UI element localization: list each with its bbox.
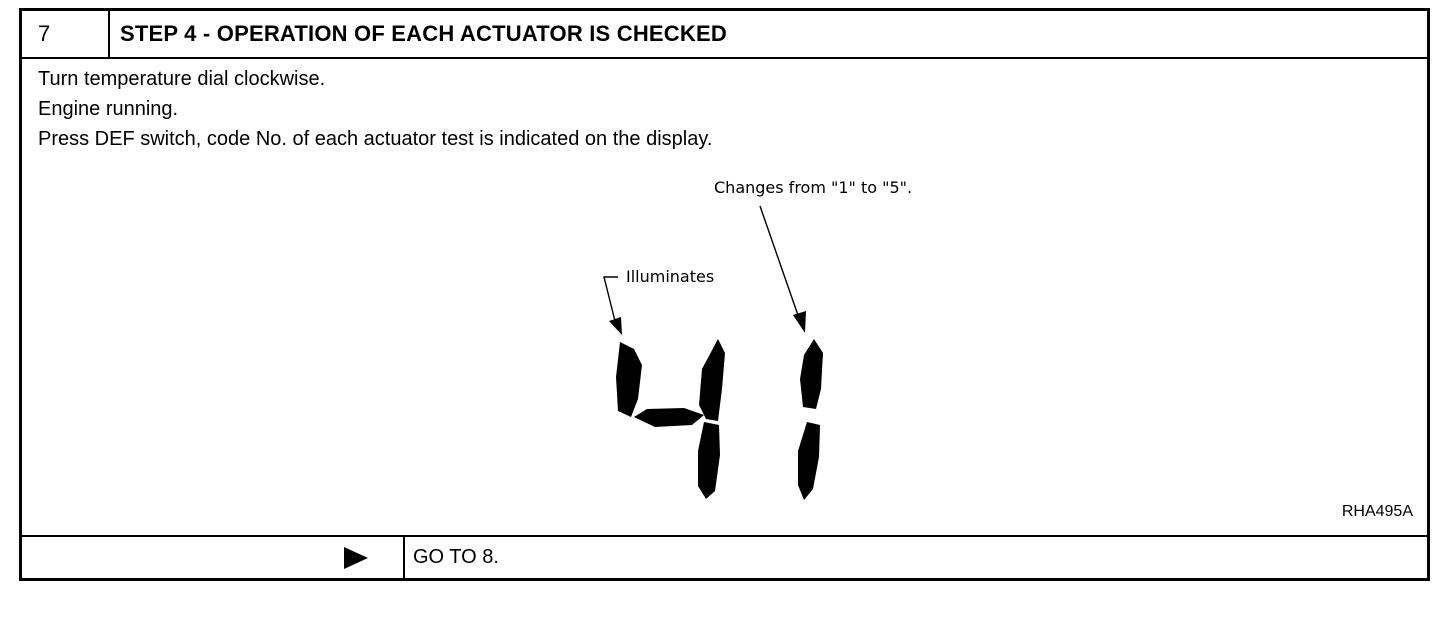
seven-segment-display-figure [22,59,1427,535]
right-triangle-icon [344,547,368,569]
diagnostic-step-table [19,8,1430,581]
step-content [22,59,1427,537]
step-title: STEP 4 - OPERATION OF EACH ACTUATOR IS CHECKED [120,21,727,46]
segment-lower-right [698,422,720,499]
instruction-line-3: Press DEF switch, code No. of each actuator test is indicated on the display. [38,128,713,150]
illuminates-leader-line [604,277,618,325]
digit-4 [616,339,725,499]
label-illuminates: Illuminates [626,267,715,286]
step-number: 7 [22,11,110,57]
step-footer-row [22,537,1427,578]
segment-upper-right [699,339,725,421]
segment-middle [634,408,704,427]
instruction-line-2: Engine running. [38,98,179,120]
footer-arrow-cell [22,537,405,578]
changes-leader-line [760,206,800,321]
changes-arrowhead [793,311,806,333]
segment-lower-right [798,422,820,500]
figure-id: RHA495A [1341,503,1413,520]
label-changes: Changes from "1" to "5". [714,178,913,197]
digit-1 [798,339,823,500]
segment-upper-left [616,342,642,417]
segment-upper-right [800,339,823,409]
instruction-line-1: Turn temperature dial clockwise. [38,68,326,90]
illuminates-arrowhead [609,317,622,335]
step-header-row [22,11,1427,59]
next-step-link[interactable]: GO TO 8. [413,546,499,568]
